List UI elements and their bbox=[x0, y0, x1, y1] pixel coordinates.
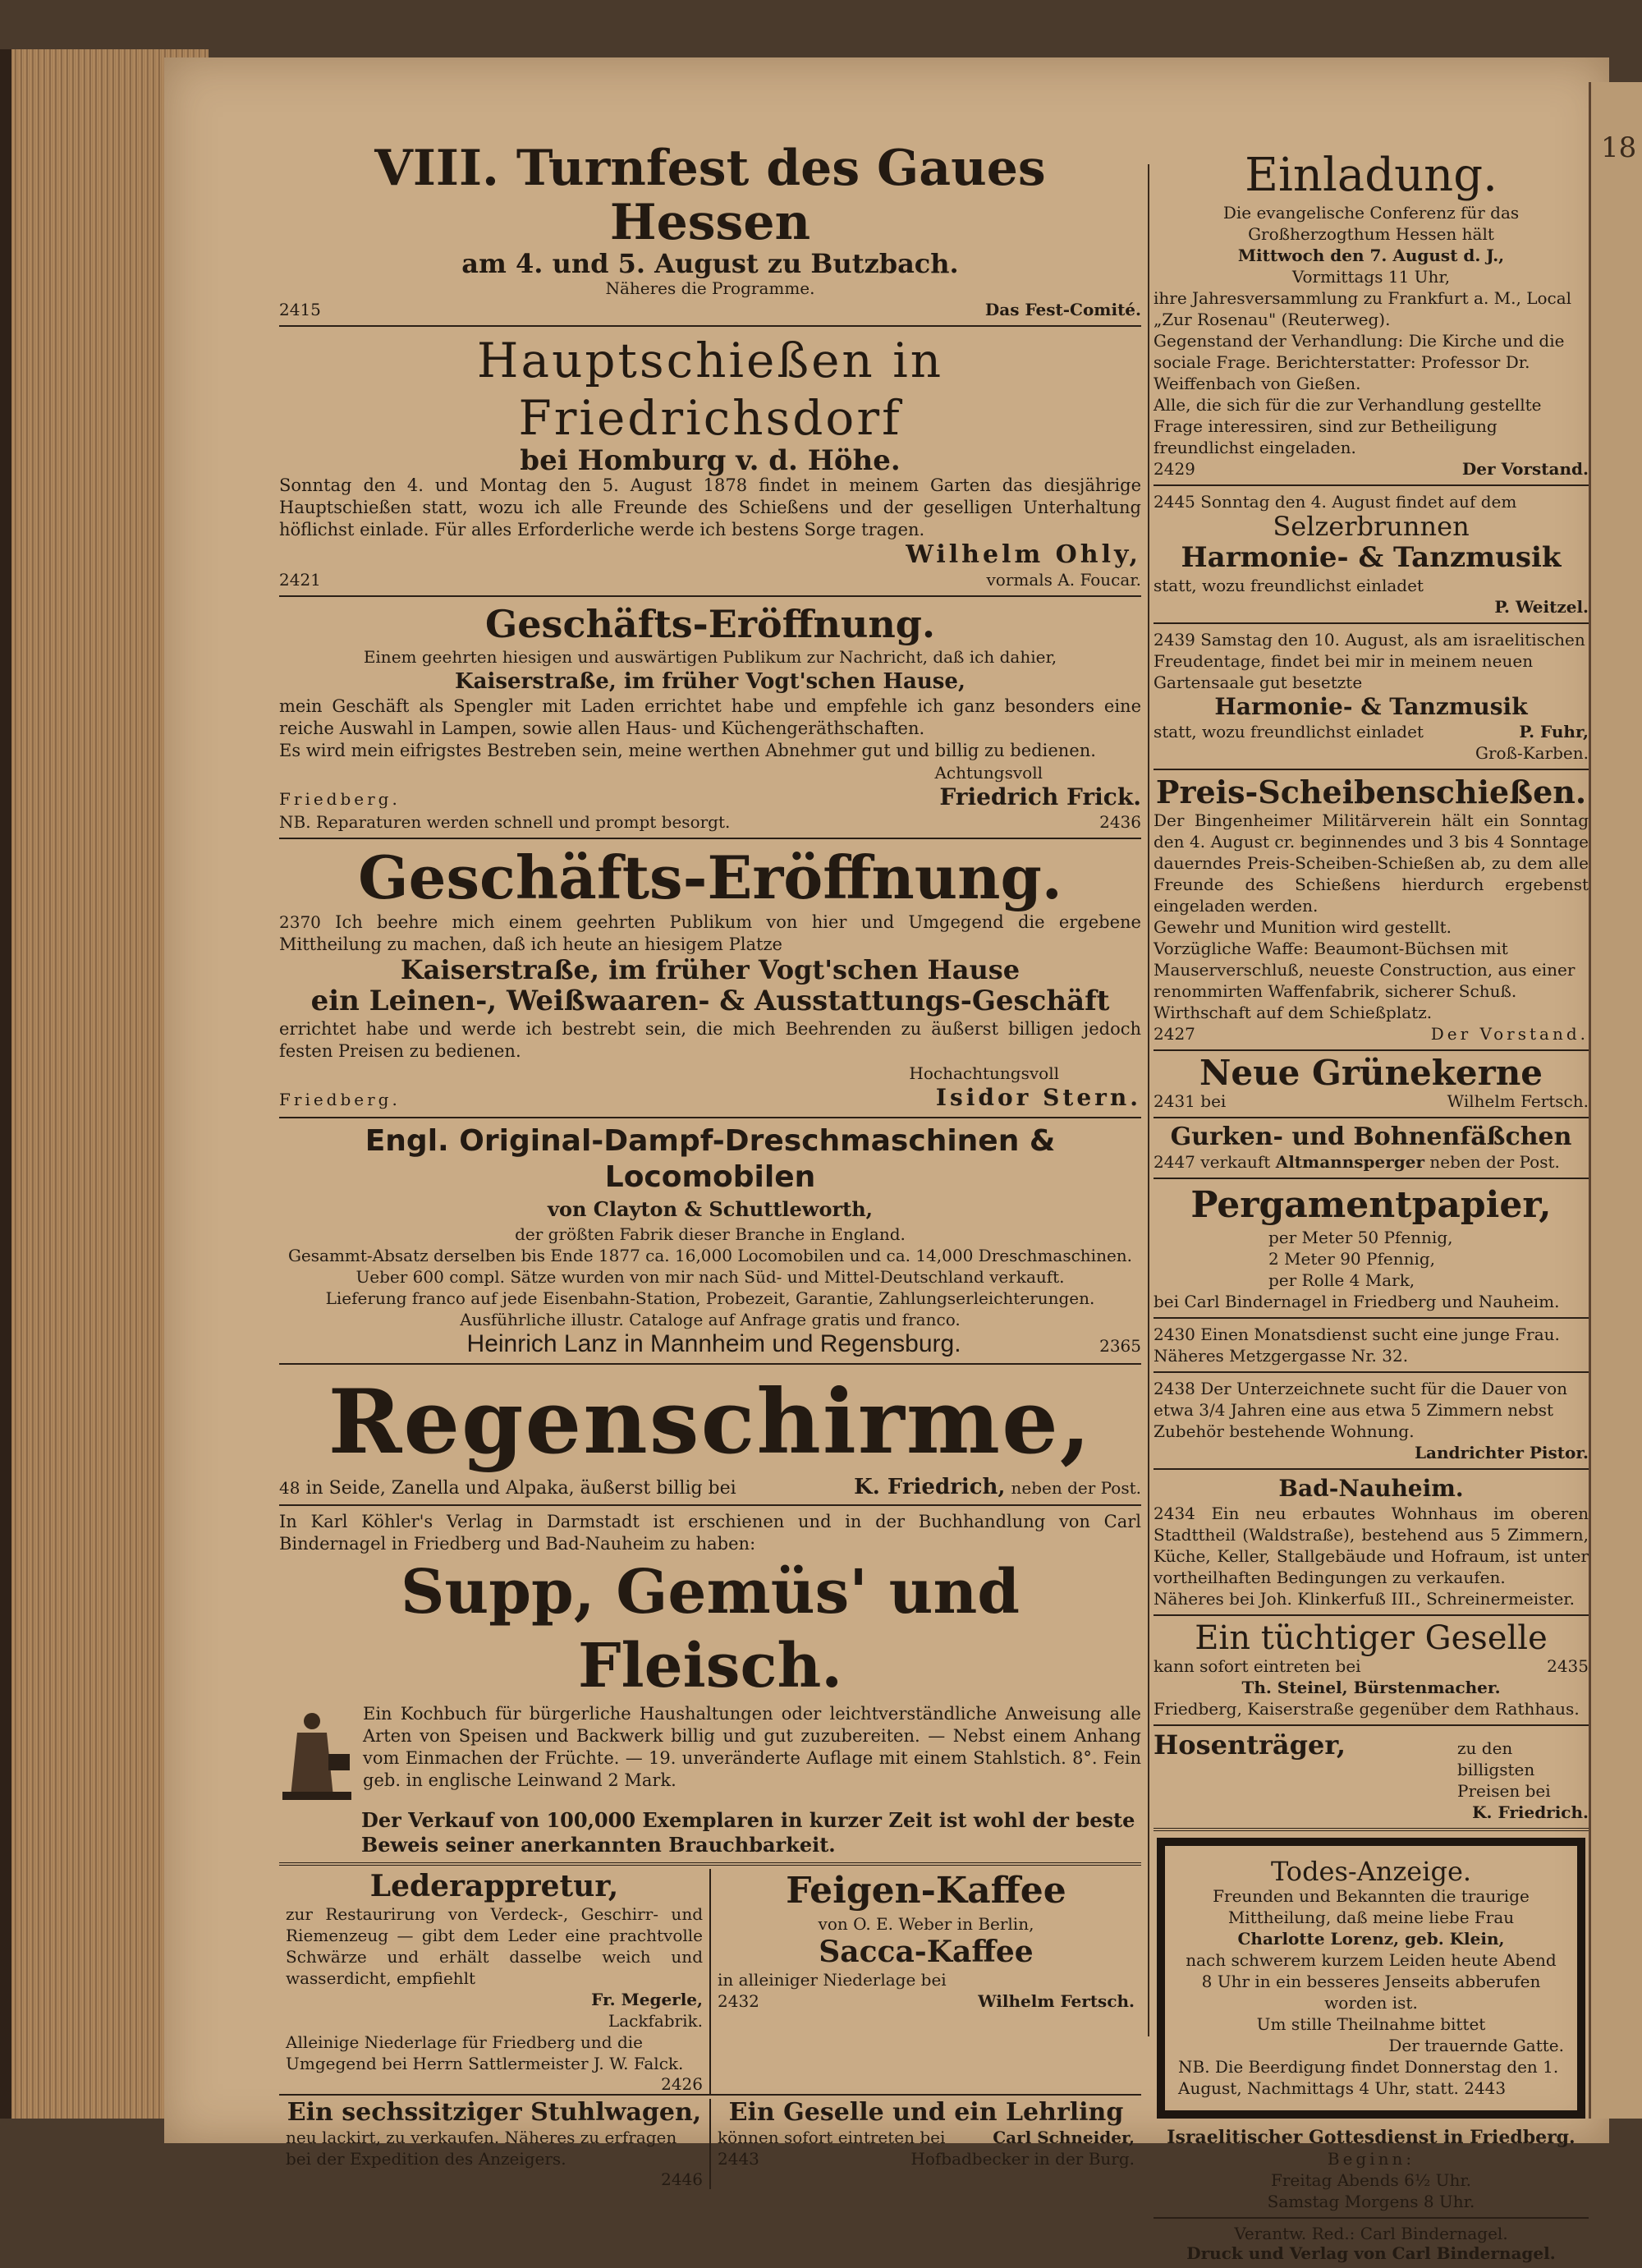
ad-title: Geschäfts-Eröffnung. bbox=[358, 842, 1062, 912]
ad-preisschiessen bbox=[1154, 774, 1589, 1051]
ad-row-leder-feigen bbox=[279, 1869, 1141, 2096]
ad-text: Der Bingenheimer Militärverein hält ein Sonntag den 4. August cr. beginnendes und 3 bis 4 Sonntage dauerndes Preis-Scheiben-Schießen ab, zu dem alle Freunde des Schießens hierdurch ergebenst eingeladen werden. bbox=[1154, 810, 1589, 916]
ad-text4: Wirthschaft auf dem Schießplatz. bbox=[1154, 1003, 1433, 1022]
ad-nb: NB. Die Beerdigung findet Donnerstag den 1. August, Nachmittags 4 Uhr, statt. bbox=[1178, 2057, 1559, 2098]
ad-title: Ein sechssitziger Stuhlwagen, bbox=[287, 2098, 702, 2127]
ad-signature: Das Fest-Comité. bbox=[984, 300, 1141, 319]
ad-text2: statt, wozu freundlichst einladet bbox=[1154, 722, 1424, 741]
ad-text2: Näheres bei Joh. Klinkerfuß III., Schreinermeister. bbox=[1154, 1589, 1575, 1609]
ad-number: 2446 bbox=[661, 2169, 703, 2189]
ad-number: 2435 bbox=[1547, 1656, 1589, 1676]
ad-feigenkaffee bbox=[711, 1869, 1141, 2094]
ad-title: Hosenträger, bbox=[1154, 1729, 1346, 1761]
adjacent-page-edge bbox=[1589, 82, 1642, 2119]
ad-line: 2 Meter 90 Pfennig, bbox=[1268, 1249, 1436, 1269]
ad-number: 2370 bbox=[279, 912, 321, 932]
ad-signature: Carl Schneider, bbox=[993, 2128, 1135, 2147]
ad-signature: P. Fuhr, bbox=[1519, 722, 1589, 741]
ad-details: Näheres die Programme. bbox=[605, 278, 815, 298]
ad-title: Geschäfts-Eröffnung. bbox=[485, 602, 935, 646]
ad-wohnung bbox=[1154, 1376, 1589, 1470]
ad-text: Ich beehre mich einem geehrten Publikum von hier und Umgegend die ergebene Mittheilung zu machen, daß ich heute an hiesigem Platze bbox=[279, 912, 1141, 954]
ad-gruenekerne bbox=[1154, 1054, 1589, 1118]
ad-title: Selzerbrunnen bbox=[1273, 511, 1470, 542]
ad-title2: Harmonie- & Tanzmusik bbox=[1181, 541, 1562, 574]
ad-geselle-lehrling bbox=[711, 2099, 1141, 2189]
ad-text: zu den billigsten Preisen bei bbox=[1457, 1738, 1551, 1801]
ad-monatsdienst bbox=[1154, 1322, 1589, 1373]
ad-number: 2445 bbox=[1154, 492, 1195, 512]
ad-text2: Gewehr und Munition wird gestellt. bbox=[1154, 917, 1452, 937]
ad-location: neben der Post. bbox=[1429, 1152, 1560, 1172]
ad-signature-sub: Hofbadbecker in der Burg. bbox=[910, 2149, 1135, 2169]
cook-illustration-icon bbox=[279, 1706, 353, 1805]
ad-signature: Altmannsperger bbox=[1275, 1152, 1424, 1172]
ad-selzerbrunnen bbox=[1154, 489, 1589, 624]
ad-number: 2439 bbox=[1154, 630, 1195, 650]
ad-text: Freunden und Bekannten die traurige Mittheilung, daß meine liebe Frau bbox=[1213, 1886, 1530, 1927]
ad-signature: Wilhelm Fertsch. bbox=[1447, 1091, 1589, 1111]
ad-text: in Seide, Zanella und Alpaka, äußerst billig bei bbox=[305, 1478, 736, 1499]
ad-text2: nach schwerem kurzem Leiden heute Abend 8 Uhr in ein besseres Jenseits abberufen worden ist. bbox=[1186, 1950, 1557, 2013]
ad-subtitle: bei Homburg v. d. Höhe. bbox=[520, 444, 901, 477]
ad-time: Vormittags 11 Uhr, bbox=[1291, 267, 1451, 287]
ad-signature: Th. Steinel, Bürstenmacher. bbox=[1241, 1678, 1501, 1697]
ad-lederappretur bbox=[279, 1869, 711, 2094]
ad-title: Regenschirme, bbox=[328, 1370, 1093, 1474]
impressum bbox=[1154, 2222, 1589, 2268]
ad-title: Harmonie- & Tanzmusik bbox=[1214, 693, 1528, 720]
ad-text: Der Unterzeichnete sucht für die Dauer von etwa 3/4 Jahren eine aus etwa 5 Zimmern nebst Zubehör bestehende Wohnung. bbox=[1154, 1379, 1568, 1441]
ad-number: 2447 bbox=[1154, 1152, 1195, 1172]
adjacent-page-number: 18 bbox=[1601, 131, 1637, 164]
impressum-publisher: Druck und Verlag von Carl Bindernagel. bbox=[1186, 2243, 1556, 2263]
ad-title: Pergamentpapier, bbox=[1190, 1184, 1552, 1226]
ad-number: 2432 bbox=[718, 1991, 759, 2011]
ad-title: Hauptschießen in Friedrichsdorf bbox=[476, 333, 944, 446]
ad-einladung bbox=[1154, 148, 1589, 486]
ad-signature: K. Friedrich, bbox=[854, 1475, 1006, 1499]
ad-from: von Clayton & Schuttleworth, bbox=[548, 1197, 873, 1221]
ad-text: zur Restaurirung von Verdeck-, Geschirr- und Riemenzeug — gibt dem Leder eine prachtvolle Schwärze und erhält dasselbe weich und wasserdicht, empfiehlt bbox=[286, 1904, 703, 1988]
ad-hosentraeger bbox=[1154, 1729, 1589, 1831]
ad-number: 2365 bbox=[1099, 1336, 1141, 1356]
ad-number: 2431 bbox=[1154, 1091, 1195, 1111]
ad-title: Ein Geselle und ein Lehrling bbox=[728, 2098, 1124, 2127]
ad-signature-sub: vormals A. Foucar. bbox=[986, 570, 1141, 590]
ad-note: Der Verkauf von 100,000 Exemplaren in kurzer Zeit ist wohl der beste Beweis seiner anerkannten Brauchbarkeit. bbox=[361, 1808, 1135, 1857]
ad-company: Heinrich Lanz in Mannheim und Regensburg. bbox=[466, 1330, 961, 1357]
ad-location: neben der Post. bbox=[1011, 1478, 1141, 1498]
ad-label: Beginn: bbox=[1327, 2149, 1415, 2169]
ad-signature-sub: Lackfabrik. bbox=[608, 2011, 703, 2031]
ad-stuhlwagen bbox=[279, 2099, 711, 2189]
ad-israelitischer-tanz bbox=[1154, 627, 1589, 770]
ad-business: ein Leinen-, Weißwaaren- & Ausstattungs-Geschäft bbox=[310, 985, 1110, 1017]
ad-line: Gesammt-Absatz derselben bis Ende 1877 ca. 16,000 Locomobilen und ca. 14,000 Dreschmaschinen. bbox=[287, 1246, 1133, 1265]
ad-signature: Der Vorstand. bbox=[1430, 1024, 1589, 1044]
ad-title: Feigen-Kaffee bbox=[786, 1870, 1066, 1912]
ad-text: Die evangelische Conferenz für das Großherzogthum Hessen hält bbox=[1222, 203, 1520, 244]
ad-address: Friedberg, Kaiserstraße gegenüber dem Rathhaus. bbox=[1154, 1699, 1580, 1719]
ad-title2: Sacca-Kaffee bbox=[819, 1935, 1034, 1969]
ad-line: Lieferung franco auf jede Eisenbahn-Station, Probezeit, Garantie, Zahlungserleichterungen. bbox=[325, 1288, 1095, 1308]
left-column bbox=[279, 140, 1141, 2189]
ad-signature: Wilhelm Ohly, bbox=[906, 540, 1141, 569]
ad-signature: Der Vorstand. bbox=[1461, 459, 1589, 479]
ad-gurken bbox=[1154, 1122, 1589, 1179]
ad-text: bei Carl Bindernagel in Friedberg und Nauheim. bbox=[1154, 1292, 1560, 1311]
ad-signature: Fr. Megerle, bbox=[591, 1990, 703, 2009]
ad-signature: K. Friedrich. bbox=[1472, 1802, 1589, 1822]
ad-tuechtiger-geselle bbox=[1154, 1619, 1589, 1726]
ad-number: 2434 bbox=[1154, 1504, 1195, 1523]
ad-number: 2438 bbox=[1154, 1379, 1195, 1398]
ad-signature: Wilhelm Fertsch. bbox=[978, 1991, 1135, 2011]
ad-title: Einladung. bbox=[1245, 149, 1498, 202]
ad-text: Ein Kochbuch für bürgerliche Haushaltungen oder leichtverständliche Anweisung alle Arten von Speisen und Backwerk billig und gut zuzubereiten. — Nebst einem Anhang vom Einmachen der Früchte. — 19. unveränderte Auflage mit einem Stahlstich. 8°. Fein geb. in englische Leinwand 2 Mark. bbox=[363, 1704, 1141, 1790]
ad-line: Freitag Abends 6½ Uhr. bbox=[1270, 2170, 1472, 2190]
ad-place: Friedberg. bbox=[279, 1090, 401, 1109]
ad-text: in alleiniger Niederlage bei bbox=[718, 1970, 947, 1990]
ad-number: 2430 bbox=[1154, 1325, 1195, 1344]
ad-signature: Isidor Stern. bbox=[935, 1084, 1141, 1111]
ad-bad-nauheim bbox=[1154, 1473, 1589, 1616]
ad-dampfdreschmaschinen bbox=[279, 1122, 1141, 1365]
ad-nb: NB. Reparaturen werden schnell und prompt besorgt. bbox=[279, 812, 731, 832]
ad-line: der größten Fabrik dieser Branche in England. bbox=[515, 1224, 906, 1244]
ad-greeting: Achtungsvoll bbox=[934, 763, 1043, 783]
ad-greeting: Hochachtungsvoll bbox=[909, 1063, 1059, 1083]
ad-eroeffnung-frick bbox=[279, 600, 1141, 839]
ad-text: Sonntag den 4. und Montag den 5. August 1878 findet in meinem Garten das diesjährige Hauptschießen statt, wozu ich alle Freunde des Schießens und der geselligen Unterhaltung höflichst einlade. Für alles Erforderliche werde ich bestens Sorge tragen. bbox=[279, 475, 1141, 539]
ad-text: bei bbox=[1200, 1091, 1227, 1111]
ad-title: Neue Grünekerne bbox=[1199, 1053, 1543, 1093]
ad-line: Ausführliche illustr. Cataloge auf Anfrage gratis und franco. bbox=[460, 1310, 961, 1329]
ad-text: Alle, die sich für die zur Verhandlung gestellte Frage interessiren, sind zur Betheiligung freundlichst eingeladen. bbox=[1154, 395, 1542, 457]
ad-text: neu lackirt, zu verkaufen. Näheres zu erfragen bei der Expedition des Anzeigers. bbox=[286, 2128, 677, 2169]
ad-signature: Der trauernde Gatte. bbox=[1388, 2036, 1564, 2055]
ad-title: Ein tüchtiger Geselle bbox=[1195, 1619, 1548, 1657]
ad-number: 2443 bbox=[718, 2149, 759, 2169]
ad-address: Kaiserstraße, im früher Vogt'schen Hause bbox=[400, 954, 1021, 985]
ad-signature: Friedrich Frick. bbox=[939, 783, 1141, 810]
ad-text: kann sofort eintreten bei bbox=[1154, 1656, 1361, 1676]
ad-kochbuch bbox=[279, 1509, 1141, 1866]
ad-text: Ein neu erbautes Wohnhaus im oberen Stadttheil (Waldstraße), bestehend aus 5 Zimmern, Küche, Keller, Stallgebäude und Hofraum, ist unter vortheilhaften Bedingungen zu verkaufen. bbox=[1154, 1504, 1589, 1587]
ad-intro: Sonntag den 4. August findet auf dem bbox=[1200, 492, 1517, 512]
ad-date: Mittwoch den 7. August d. J., bbox=[1237, 246, 1505, 265]
ad-title: Preis-Scheibenschießen. bbox=[1155, 774, 1587, 810]
ad-title: VIII. Turnfest des Gaues Hessen bbox=[374, 140, 1046, 251]
ad-line: Einem geehrten hiesigen und auswärtigen Publikum zur Nachricht, daß ich dahier, bbox=[363, 647, 1057, 667]
ad-title: Bad-Nauheim. bbox=[1278, 1475, 1464, 1502]
ad-title: Todes-Anzeige. bbox=[1270, 1856, 1472, 1887]
ad-title: Engl. Original-Dampf-Dreschmaschinen & Locomobilen bbox=[365, 1124, 1056, 1194]
ad-line: Ueber 600 compl. Sätze wurden von mir nach Süd- und Mittel-Deutschland verkauft. bbox=[355, 1267, 1065, 1287]
ad-text: Einen Monatsdienst sucht eine junge Frau. Näheres Metzgergasse Nr. 32. bbox=[1154, 1325, 1560, 1366]
ad-text3: Vorzügliche Waffe: Beaumont-Büchsen mit Mauserverschluß, neueste Construction, aus einer renommirten Waffenfabrik, sicherer Schuß. bbox=[1154, 939, 1575, 1001]
right-column bbox=[1154, 148, 1589, 2268]
ad-text: statt, wozu freundlichst einladet bbox=[1154, 576, 1424, 595]
ad-text3: Um stille Theilnahme bittet bbox=[1256, 2014, 1486, 2034]
ad-from: von O. E. Weber in Berlin, bbox=[818, 1914, 1034, 1934]
ad-text2: Alleinige Niederlage für Friedberg und die Umgegend bei Herrn Sattlermeister J. W. Falck. bbox=[286, 2032, 684, 2073]
ad-text: verkauft bbox=[1200, 1152, 1271, 1172]
ad-gottesdienst bbox=[1154, 2125, 1589, 2219]
ad-name: Charlotte Lorenz, geb. Klein, bbox=[1237, 1929, 1505, 1949]
ad-signature-sub: Groß-Karben. bbox=[1475, 743, 1589, 763]
ad-pergamentpapier bbox=[1154, 1182, 1589, 1319]
ad-number: 2415 bbox=[279, 300, 321, 319]
ad-place: Friedberg. bbox=[279, 789, 401, 809]
ad-text: ihre Jahresversammlung zu Frankfurt a. M., Local „Zur Rosenau" (Reuterweg). bbox=[1154, 288, 1572, 329]
ad-number: 2443 bbox=[1464, 2078, 1507, 2098]
ad-number: 2436 bbox=[1099, 812, 1141, 832]
ad-text2: errichtet habe und werde ich bestrebt sein, die mich Beehrenden zu äußerst billigen jedoch festen Preisen zu bedienen. bbox=[279, 1019, 1141, 1061]
ad-row-stuhlwagen-geselle bbox=[279, 2099, 1141, 2189]
ad-text: mein Geschäft als Spengler mit Laden errichtet habe und empfehle ich ganz besonders eine reiche Auswahl in Lampen, sowie allen Haus- und Küchengeräthschaften. bbox=[279, 696, 1141, 738]
ad-title: Gurken- und Bohnenfäßchen bbox=[1170, 1123, 1572, 1151]
ad-subtitle: am 4. und 5. August zu Butzbach. bbox=[461, 248, 959, 279]
ad-text: Gegenstand der Verhandlung: Die Kirche und die sociale Frage. Berichterstatter: Professor Dr. Weiffenbach von Gießen. bbox=[1154, 331, 1565, 393]
ad-regenschirme bbox=[279, 1368, 1141, 1506]
ad-number: 2421 bbox=[279, 570, 321, 590]
ad-signature: P. Weitzel. bbox=[1494, 597, 1589, 617]
ad-text2: Es wird mein eifrigstes Bestreben sein, meine werthen Abnehmer gut und billig zu bedienen. bbox=[279, 741, 1096, 760]
ad-turnfest bbox=[279, 140, 1141, 327]
ad-todesanzeige bbox=[1157, 1838, 1585, 2119]
ad-text: Samstag den 10. August, als am israelitischen Freudentage, findet bei mir in meinem neuen Gartensaale gut besetzte bbox=[1154, 630, 1585, 692]
ad-hauptschiessen bbox=[279, 330, 1141, 597]
ad-line: per Rolle 4 Mark, bbox=[1268, 1270, 1415, 1290]
ad-text: können sofort eintreten bei bbox=[718, 2128, 946, 2147]
ad-number: 2426 bbox=[661, 2074, 703, 2094]
ad-title: Lederappretur, bbox=[369, 1869, 619, 1903]
ad-line: per Meter 50 Pfennig, bbox=[1268, 1228, 1453, 1247]
ad-signature: Landrichter Pistor. bbox=[1414, 1443, 1589, 1462]
ad-number: 2427 bbox=[1154, 1024, 1195, 1044]
impressum-editor: Verantw. Red.: Carl Bindernagel. bbox=[1234, 2224, 1508, 2243]
ad-title: Israelitischer Gottesdienst in Friedberg. bbox=[1167, 2127, 1575, 2148]
column-divider bbox=[1148, 164, 1149, 2036]
ad-eroeffnung-stern bbox=[279, 842, 1141, 1118]
ad-title: Supp, Gemüs' und Fleisch. bbox=[400, 1557, 1021, 1701]
ad-intro: In Karl Köhler's Verlag in Darmstadt ist erschienen und in der Buchhandlung von Carl Bindernagel in Friedberg und Bad-Nauheim zu haben: bbox=[279, 1512, 1141, 1554]
ad-number: 48 bbox=[279, 1478, 300, 1498]
ad-line: Samstag Morgens 8 Uhr. bbox=[1267, 2192, 1475, 2211]
ad-number: 2429 bbox=[1154, 459, 1195, 479]
ad-address: Kaiserstraße, im früher Vogt'schen Hause, bbox=[455, 669, 965, 694]
